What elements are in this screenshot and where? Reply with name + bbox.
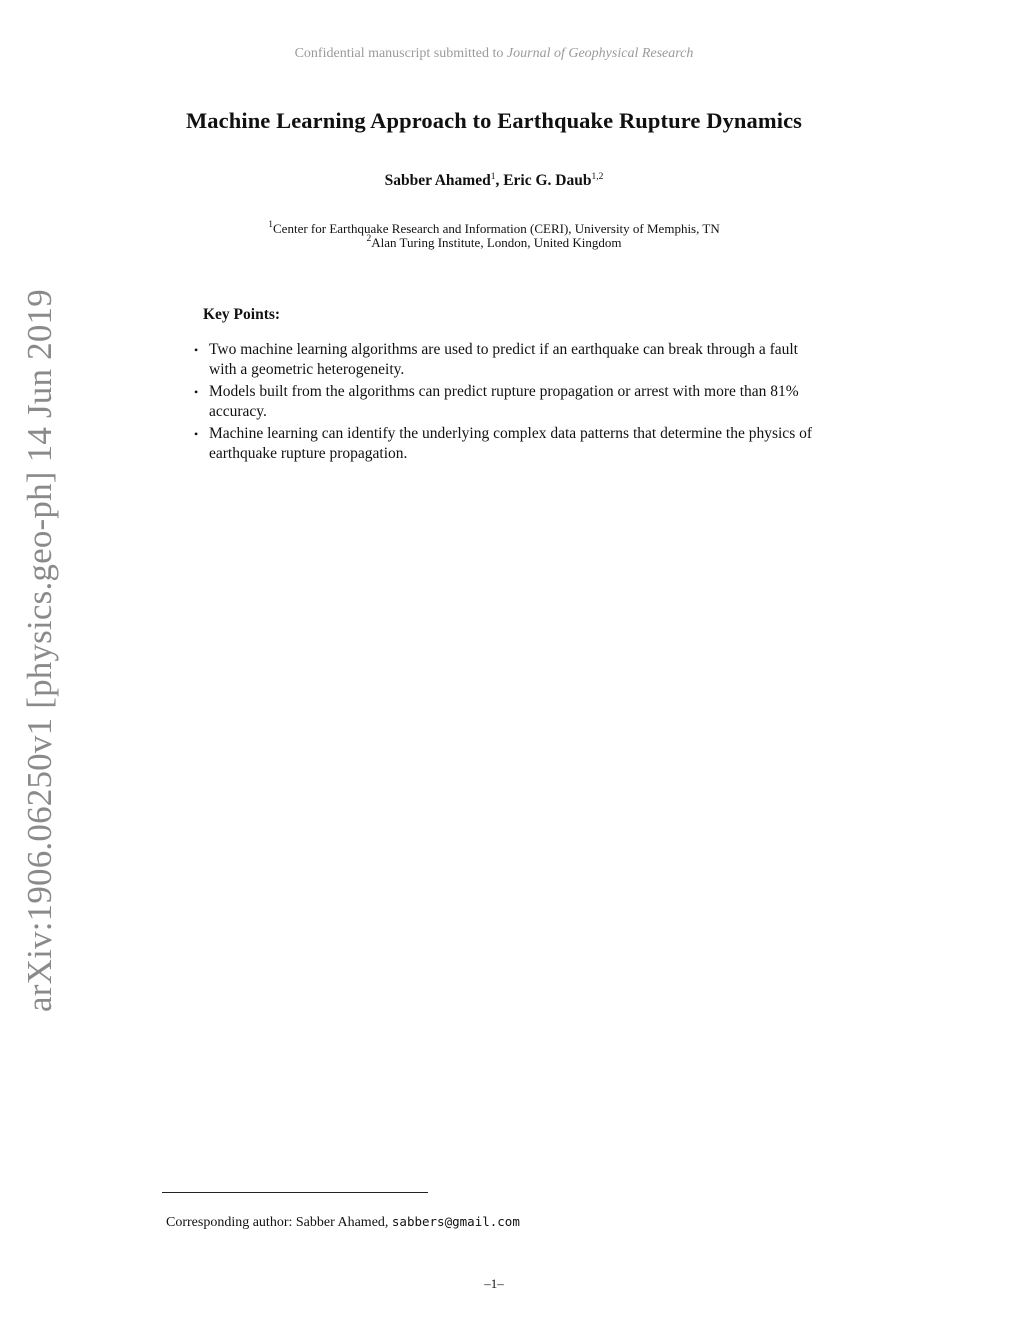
header-prefix: Confidential manuscript submitted to (294, 46, 504, 61)
author-affil-mark: 1 (490, 172, 496, 182)
page-number: –1– (484, 1276, 504, 1291)
arxiv-stamp: arXiv:1906.06250v1 [physics.geo-ph] 14 Jun 2019 (20, 289, 59, 1012)
list-item (192, 382, 812, 422)
email-link[interactable]: sabbers@gmail.com (391, 1214, 520, 1229)
journal-name: Journal of Geophysical Research (506, 46, 694, 61)
key-points-list (192, 340, 812, 466)
key-point-text: Machine learning can identify the underlying complex data patterns that determine the physics of earthquake rupture propagation. (209, 425, 813, 462)
key-points-heading: Key Points: (203, 306, 281, 323)
affiliation-text: Center for Earthquake Research and Information (CERI), University of Memphis, TN (273, 221, 720, 236)
author-name: Sabber Ahamed (384, 172, 491, 189)
corresponding-author (166, 1214, 520, 1231)
author-affil-mark: 1,2 (591, 172, 604, 182)
affiliation-2 (0, 235, 988, 251)
corresponding-label: Corresponding author: (166, 1215, 293, 1230)
bullet-icon: • (194, 427, 199, 441)
key-point-text: Models built from the algorithms can predict rupture propagation or arrest with more than 81% accuracy. (209, 383, 799, 420)
running-header (0, 46, 988, 62)
list-item (192, 424, 812, 464)
author-list: Sabber Ahamed$^1$, Eric G. Daub$^{1,2}$ (384, 172, 604, 189)
footnote-rule (162, 1192, 428, 1193)
key-point-text: Two machine learning algorithms are used to predict if an earthquake can break through a fault with a geometric heterogeneity. (209, 341, 798, 378)
paper-title: Machine Learning Approach to Earthquake Rupture Dynamics (185, 108, 803, 133)
list-item (192, 340, 812, 380)
bullet-icon: • (194, 343, 199, 357)
affiliation-text: Alan Turing Institute, London, United Kingdom (371, 235, 622, 250)
author-name: Eric G. Daub (503, 172, 592, 189)
corresponding-name: Sabber Ahamed, (295, 1215, 389, 1230)
affiliation-mark: 1 (268, 220, 274, 230)
affiliation-mark: 2 (366, 234, 372, 244)
bullet-icon: • (194, 385, 199, 399)
